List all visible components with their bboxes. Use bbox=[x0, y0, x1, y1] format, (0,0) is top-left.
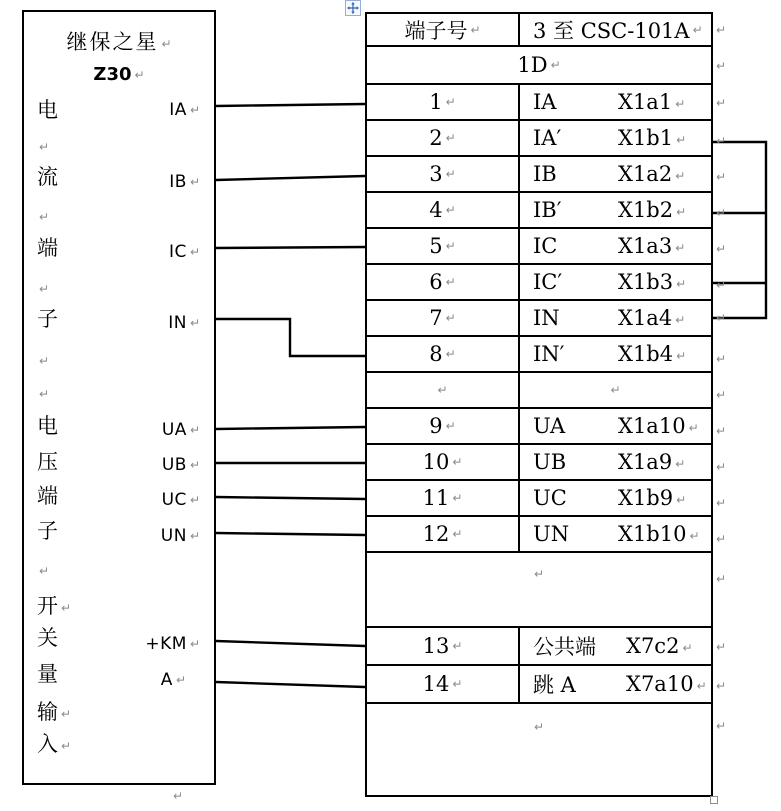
pilcrow-mark: ↵ bbox=[470, 22, 481, 37]
cell-no bbox=[367, 85, 520, 119]
cell-no bbox=[367, 193, 520, 227]
pilcrow-mark: ↵ bbox=[675, 241, 686, 255]
pilcrow-mark: ↵ bbox=[61, 707, 72, 721]
pilcrow-mark: ↵ bbox=[134, 68, 145, 82]
header-text: 端子号 bbox=[404, 18, 468, 43]
terminal-in bbox=[168, 313, 200, 333]
pilcrow-mark: ↵ bbox=[39, 140, 50, 154]
terminal-km bbox=[145, 634, 200, 654]
code-text: X1a1 bbox=[618, 90, 673, 114]
table-row-8 bbox=[367, 337, 711, 373]
pilcrow-mark: ↵ bbox=[452, 455, 463, 469]
pilcrow-mark: ↵ bbox=[39, 210, 50, 224]
group-label-current-1: 电 bbox=[37, 98, 58, 122]
pilcrow-mark: ↵ bbox=[716, 242, 727, 256]
pilcrow-mark: ↵ bbox=[452, 639, 463, 653]
pilcrow-mark: ↵ bbox=[161, 37, 172, 51]
cell-signal bbox=[520, 157, 711, 191]
terminal-label: UC bbox=[161, 490, 187, 510]
pilcrow-mark: ↵ bbox=[452, 527, 463, 541]
pilcrow-mark: ↵ bbox=[445, 419, 456, 433]
pilcrow-mark: ↵ bbox=[696, 679, 707, 693]
cell-signal bbox=[520, 121, 711, 155]
pilcrow-mark: ↵ bbox=[689, 529, 700, 543]
code-text: X1b10 bbox=[618, 522, 687, 546]
pilcrow-mark: ↵ bbox=[716, 572, 727, 586]
group-label-voltage-1: 电 bbox=[37, 414, 58, 438]
code-text: X1a9 bbox=[618, 450, 673, 474]
terminal-number: 10 bbox=[422, 450, 450, 474]
pilcrow-mark: ↵ bbox=[716, 388, 727, 402]
signal-name: IC bbox=[533, 234, 558, 258]
cell-signal bbox=[520, 229, 711, 263]
pilcrow-mark: ↵ bbox=[189, 175, 200, 189]
code-text: X1b4 bbox=[618, 342, 674, 366]
signal-name: IB′ bbox=[533, 198, 562, 222]
signal-name: IC′ bbox=[533, 270, 563, 294]
cell-no bbox=[367, 157, 520, 191]
cell-signal bbox=[520, 85, 711, 119]
code-text: X1b3 bbox=[618, 270, 674, 294]
table-group-row bbox=[367, 47, 711, 85]
pilcrow-mark: ↵ bbox=[189, 529, 200, 543]
device-title-text: 继保之星 bbox=[66, 30, 159, 54]
pilcrow-mark: ↵ bbox=[189, 103, 200, 117]
pilcrow-mark: ↵ bbox=[688, 421, 699, 435]
signal-name: UB bbox=[533, 450, 567, 474]
pilcrow-mark: ↵ bbox=[445, 347, 456, 361]
pilcrow-mark: ↵ bbox=[445, 131, 456, 145]
code-text: X1b2 bbox=[618, 198, 674, 222]
group-label-current-3: 端 bbox=[37, 236, 58, 260]
pilcrow-mark: ↵ bbox=[716, 23, 727, 37]
pilcrow-mark: ↵ bbox=[716, 311, 727, 325]
pilcrow-mark: ↵ bbox=[716, 460, 727, 474]
terminal-code bbox=[618, 306, 685, 330]
header-cell-destination bbox=[520, 14, 711, 45]
cell-signal bbox=[520, 445, 711, 479]
terminal-code bbox=[618, 162, 685, 186]
cell-no bbox=[367, 265, 520, 299]
cell-empty bbox=[367, 373, 520, 407]
terminal-number: 5 bbox=[429, 234, 443, 258]
code-text: X1a3 bbox=[618, 234, 673, 258]
pilcrow-mark: ↵ bbox=[610, 383, 621, 397]
pilcrow-mark: ↵ bbox=[716, 640, 727, 654]
terminal-code bbox=[618, 522, 700, 546]
table-row-5 bbox=[367, 229, 711, 265]
table-empty-row-merged-bottom bbox=[367, 704, 711, 795]
group-label-voltage-4: 子 bbox=[37, 519, 58, 543]
terminal-table bbox=[365, 12, 713, 797]
pilcrow-mark: ↵ bbox=[175, 673, 186, 687]
wire-a bbox=[216, 682, 365, 687]
table-row-9 bbox=[367, 409, 711, 445]
pilcrow-mark: ↵ bbox=[189, 493, 200, 507]
terminal-number: 9 bbox=[429, 414, 443, 438]
wire-km bbox=[216, 641, 365, 646]
signal-name: 公共端 bbox=[533, 635, 596, 659]
terminal-label: UA bbox=[161, 420, 187, 440]
pilcrow-mark: ↵ bbox=[189, 423, 200, 437]
terminal-label: A bbox=[160, 670, 173, 690]
signal-name: IN bbox=[533, 306, 560, 330]
table-empty-row bbox=[367, 373, 711, 409]
terminal-label: IC bbox=[169, 242, 187, 262]
terminal-ib bbox=[169, 172, 200, 192]
pilcrow-mark: ↵ bbox=[550, 58, 561, 72]
pilcrow-mark: ↵ bbox=[716, 134, 727, 148]
signal-name: 跳 A bbox=[533, 673, 576, 697]
wire-ic bbox=[216, 247, 365, 248]
wire-un bbox=[216, 533, 365, 535]
pilcrow-mark: ↵ bbox=[716, 532, 727, 546]
pilcrow-mark: ↵ bbox=[675, 169, 686, 183]
terminal-label: IB bbox=[169, 172, 187, 192]
terminal-code bbox=[618, 270, 686, 294]
pilcrow-mark: ↵ bbox=[445, 167, 456, 181]
cell-no bbox=[367, 301, 520, 335]
pilcrow-mark: ↵ bbox=[716, 278, 727, 292]
table-empty-row-merged bbox=[367, 553, 711, 628]
terminal-code bbox=[618, 126, 686, 150]
terminal-code bbox=[618, 90, 685, 114]
terminal-label: UB bbox=[161, 455, 187, 475]
terminal-ua bbox=[162, 420, 200, 440]
code-text: X1a10 bbox=[618, 414, 686, 438]
pilcrow-mark: ↵ bbox=[189, 458, 200, 472]
cell-no bbox=[367, 666, 520, 702]
pilcrow-mark: ↵ bbox=[676, 133, 687, 147]
group-label-switch-3: 量 bbox=[37, 662, 58, 686]
pilcrow-mark: ↵ bbox=[716, 679, 727, 693]
group-label-text: 输 bbox=[37, 700, 58, 724]
table-header-row bbox=[367, 14, 711, 47]
pilcrow-mark: ↵ bbox=[445, 311, 456, 325]
wire-ia bbox=[216, 104, 365, 106]
wire-ua bbox=[216, 427, 365, 429]
terminal-code bbox=[618, 450, 685, 474]
pilcrow-mark: ↵ bbox=[39, 387, 50, 401]
terminal-ub bbox=[162, 455, 200, 475]
cell-no bbox=[367, 409, 520, 443]
group-label-switch-5 bbox=[37, 732, 71, 758]
terminal-number: 13 bbox=[422, 634, 450, 658]
pilcrow-mark: ↵ bbox=[533, 567, 545, 581]
cell-no bbox=[367, 337, 520, 371]
table-row-3 bbox=[367, 157, 711, 193]
pilcrow-mark: ↵ bbox=[61, 601, 72, 615]
group-label-text: 开 bbox=[37, 594, 58, 618]
cell-signal bbox=[520, 409, 711, 443]
group-label-voltage-2: 压 bbox=[37, 450, 58, 474]
terminal-un bbox=[161, 526, 200, 546]
pilcrow-mark: ↵ bbox=[445, 95, 456, 109]
pilcrow-mark: ↵ bbox=[675, 313, 686, 327]
terminal-ia bbox=[169, 100, 200, 120]
terminal-label: IA bbox=[169, 100, 187, 120]
pilcrow-mark: ↵ bbox=[39, 354, 50, 368]
signal-name: IN′ bbox=[533, 342, 565, 366]
pilcrow-mark: ↵ bbox=[716, 59, 727, 73]
terminal-label: +KM bbox=[145, 634, 187, 654]
terminal-label: UN bbox=[160, 526, 187, 546]
wire-ib bbox=[216, 176, 365, 180]
code-text: X7c2 bbox=[626, 634, 680, 658]
signal-name: IA′ bbox=[533, 126, 562, 150]
table-row-11 bbox=[367, 481, 711, 517]
device-model-text: Z30 bbox=[93, 64, 132, 85]
table-row-14 bbox=[367, 666, 711, 704]
pilcrow-mark: ↵ bbox=[533, 720, 545, 734]
pilcrow-mark: ↵ bbox=[675, 457, 686, 471]
cell-no bbox=[367, 517, 520, 551]
pilcrow-mark: ↵ bbox=[716, 352, 727, 366]
table-resize-handle[interactable] bbox=[710, 796, 718, 804]
cell-signal bbox=[520, 481, 711, 515]
pilcrow-mark: ↵ bbox=[676, 349, 687, 363]
terminal-number: 3 bbox=[429, 162, 443, 186]
header-cell-terminal-no bbox=[367, 14, 520, 45]
pilcrow-mark: ↵ bbox=[716, 170, 727, 184]
pilcrow-mark: ↵ bbox=[39, 564, 50, 578]
code-text: X1b1 bbox=[618, 126, 674, 150]
terminal-code bbox=[618, 414, 699, 438]
signal-name: UA bbox=[533, 414, 566, 438]
pilcrow-mark: ↵ bbox=[437, 383, 448, 397]
cell-no bbox=[367, 229, 520, 263]
pilcrow-mark: ↵ bbox=[189, 245, 200, 259]
pilcrow-mark: ↵ bbox=[452, 491, 463, 505]
cell-signal bbox=[520, 301, 711, 335]
table-row-12 bbox=[367, 517, 711, 553]
pilcrow-mark: ↵ bbox=[676, 205, 687, 219]
wire-in bbox=[216, 319, 365, 356]
cell-no bbox=[367, 481, 520, 515]
terminal-code bbox=[618, 486, 686, 510]
pilcrow-mark: ↵ bbox=[692, 22, 703, 37]
cell-no bbox=[367, 121, 520, 155]
table-row-4 bbox=[367, 193, 711, 229]
pilcrow-mark: ↵ bbox=[452, 677, 463, 691]
cell-no bbox=[367, 628, 520, 664]
pilcrow-mark: ↵ bbox=[716, 96, 727, 110]
terminal-code bbox=[618, 342, 686, 366]
device-title bbox=[24, 26, 214, 56]
pilcrow-mark: ↵ bbox=[189, 316, 200, 330]
cell-empty bbox=[520, 373, 711, 407]
pilcrow-mark: ↵ bbox=[676, 493, 687, 507]
pilcrow-mark: ↵ bbox=[716, 496, 727, 510]
cell-signal bbox=[520, 517, 711, 551]
table-row-2 bbox=[367, 121, 711, 157]
code-text: X1a2 bbox=[618, 162, 673, 186]
table-row-6 bbox=[367, 265, 711, 301]
group-label-voltage-3: 端 bbox=[37, 484, 58, 508]
terminal-code bbox=[626, 634, 693, 658]
device-model bbox=[24, 64, 214, 85]
cell-signal bbox=[520, 193, 711, 227]
cell-signal bbox=[520, 666, 711, 702]
terminal-code bbox=[618, 198, 686, 222]
code-text: X1b9 bbox=[618, 486, 674, 510]
signal-name: UC bbox=[533, 486, 567, 510]
terminal-number: 7 bbox=[429, 306, 443, 330]
group-label-switch-1 bbox=[37, 594, 71, 620]
pilcrow-mark: ↵ bbox=[675, 97, 686, 111]
terminal-label: IN bbox=[168, 313, 187, 333]
pilcrow-mark: ↵ bbox=[39, 282, 50, 296]
pilcrow-mark: ↵ bbox=[61, 739, 72, 753]
wire-uc bbox=[216, 497, 365, 499]
terminal-ic bbox=[169, 242, 200, 262]
terminal-code bbox=[618, 234, 685, 258]
signal-name: UN bbox=[533, 522, 570, 546]
group-id-text: 1D bbox=[517, 53, 548, 77]
cell-signal bbox=[520, 628, 711, 664]
cell-signal bbox=[520, 265, 711, 299]
table-move-handle[interactable] bbox=[345, 0, 361, 16]
code-text: X1a4 bbox=[618, 306, 673, 330]
device-box bbox=[22, 10, 216, 785]
terminal-number: 1 bbox=[429, 90, 443, 114]
group-label-current-2: 流 bbox=[37, 165, 58, 189]
pilcrow-mark: ↵ bbox=[173, 789, 184, 803]
terminal-code bbox=[626, 672, 707, 696]
terminal-number: 2 bbox=[429, 126, 443, 150]
pilcrow-mark: ↵ bbox=[445, 239, 456, 253]
pilcrow-mark: ↵ bbox=[716, 424, 727, 438]
move-arrows-icon bbox=[347, 2, 359, 14]
pilcrow-mark: ↵ bbox=[189, 637, 200, 651]
terminal-number: 4 bbox=[429, 198, 443, 222]
pilcrow-mark: ↵ bbox=[676, 277, 687, 291]
cell-no bbox=[367, 445, 520, 479]
pilcrow-mark: ↵ bbox=[716, 206, 727, 220]
table-row-10 bbox=[367, 445, 711, 481]
cell-signal bbox=[520, 337, 711, 371]
group-label-switch-2: 关 bbox=[37, 626, 58, 650]
group-label-switch-4 bbox=[37, 700, 71, 726]
terminal-number: 11 bbox=[422, 486, 450, 510]
pilcrow-mark: ↵ bbox=[716, 719, 727, 733]
terminal-number: 8 bbox=[429, 342, 443, 366]
signal-name: IB bbox=[533, 162, 557, 186]
table-row-13 bbox=[367, 628, 711, 666]
code-text: X7a10 bbox=[626, 672, 694, 696]
terminal-number: 14 bbox=[422, 672, 450, 696]
pilcrow-mark: ↵ bbox=[445, 203, 456, 217]
header-text: 3 至 CSC-101A bbox=[533, 18, 690, 43]
terminal-uc bbox=[162, 490, 200, 510]
terminal-number: 6 bbox=[429, 270, 443, 294]
table-row-1 bbox=[367, 85, 711, 121]
group-label-current-4: 子 bbox=[37, 307, 58, 331]
pilcrow-mark: ↵ bbox=[682, 641, 693, 655]
pilcrow-mark: ↵ bbox=[445, 275, 456, 289]
group-label-text: 入 bbox=[37, 732, 58, 756]
table-row-7 bbox=[367, 301, 711, 337]
signal-name: IA bbox=[533, 90, 557, 114]
terminal-a bbox=[161, 670, 186, 690]
terminal-number: 12 bbox=[422, 522, 450, 546]
